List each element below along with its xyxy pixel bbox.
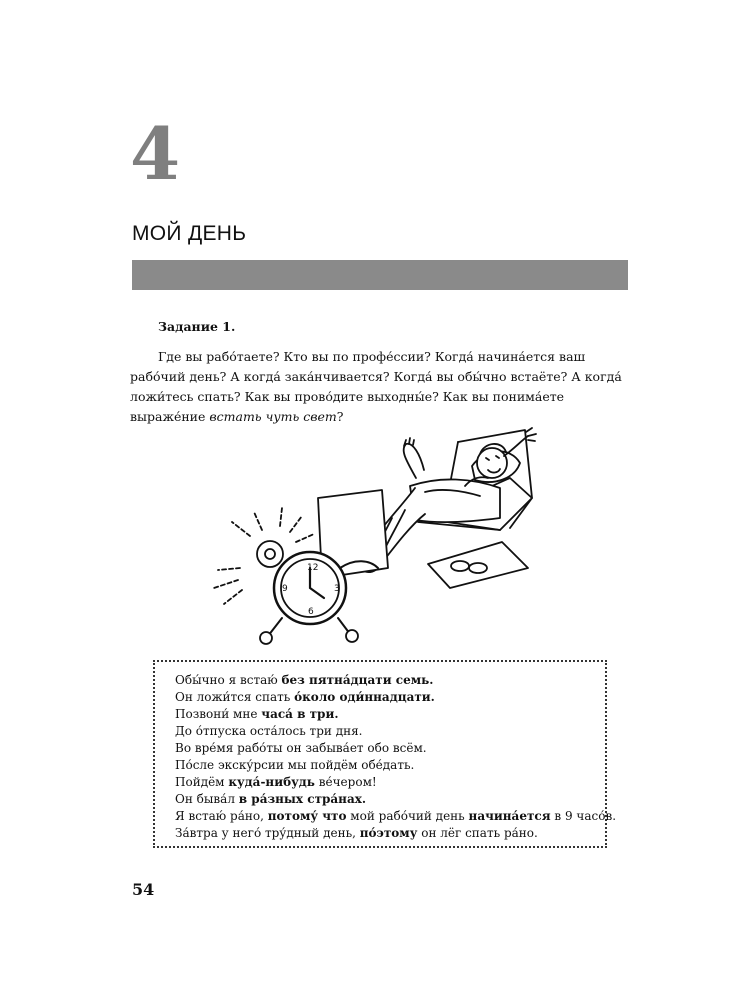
example-text: Во вре́мя рабо́ты он забыва́ет обо всём. <box>175 741 427 755</box>
page-number: 54 <box>132 880 155 899</box>
example-highlight: по́этому <box>359 826 418 840</box>
example-highlight: о́коло оди́ннадцати. <box>294 690 435 704</box>
alarm-clock-illustration <box>210 418 540 648</box>
example-highlight: часа́ в три. <box>261 707 339 721</box>
example-text: он лёг спать ра́но. <box>417 826 538 840</box>
example-text: До о́тпуска оста́лось три дня. <box>175 724 363 738</box>
example-text: По́сле экску́рсии мы пойдём обе́дать. <box>175 758 415 772</box>
task-question-mark: ? <box>336 409 344 424</box>
example-text: в 9 часо́в. <box>550 809 617 823</box>
example-sentence <box>175 723 616 740</box>
example-text: Обы́чно я встаю́ <box>175 673 282 687</box>
svg-text:6: 6 <box>308 607 314 617</box>
task-text <box>130 347 630 427</box>
task-questions: Где вы рабо́таете? Кто вы по профе́ссии? Когда́ начина́ется ваш рабо́чий день? А когда́ зака́нчивается? Когда́ вы обы́чно встаёте? А когда́ ложи́тесь спать? Как вы прово́дите выходны́е? Как вы понима́ете выраже́ние <box>130 349 622 424</box>
example-sentence <box>175 774 616 791</box>
example-text: Пойдём <box>175 775 229 789</box>
svg-text:3: 3 <box>334 584 340 594</box>
example-sentence <box>175 825 616 842</box>
svg-text:9: 9 <box>282 584 288 594</box>
example-sentence <box>175 689 616 706</box>
example-text: Он ложи́тся спать <box>175 690 295 704</box>
example-sentence <box>175 672 616 689</box>
svg-text:12: 12 <box>307 563 319 573</box>
examples-list <box>175 672 616 842</box>
example-sentence <box>175 791 616 808</box>
task-label: Задание 1. <box>158 319 236 334</box>
example-sentence <box>175 757 616 774</box>
example-sentence <box>175 740 616 757</box>
example-text: мой рабо́чий день <box>346 809 469 823</box>
example-text: Он быва́л <box>175 792 239 806</box>
example-highlight: куда́-нибудь <box>228 775 315 789</box>
task-expression: встать чуть свет <box>209 409 337 424</box>
example-highlight: в ра́зных стра́нах. <box>238 792 367 806</box>
examples-box <box>153 660 617 848</box>
header-bar <box>132 260 628 290</box>
chapter-title: МОЙ ДЕНЬ <box>132 222 247 245</box>
example-sentence <box>175 706 616 723</box>
example-text: ве́чером! <box>314 775 377 789</box>
example-text: За́втра у него́ тру́дный день, <box>175 826 360 840</box>
chapter-number: 4 <box>130 111 181 196</box>
example-highlight: потому́ что <box>267 809 347 823</box>
example-text: Я встаю́ ра́но, <box>175 809 268 823</box>
example-highlight: без пятна́дцати семь. <box>281 673 434 687</box>
example-text: Позвони́ мне <box>175 707 262 721</box>
example-highlight: начина́ется <box>468 809 551 823</box>
example-sentence <box>175 808 616 825</box>
